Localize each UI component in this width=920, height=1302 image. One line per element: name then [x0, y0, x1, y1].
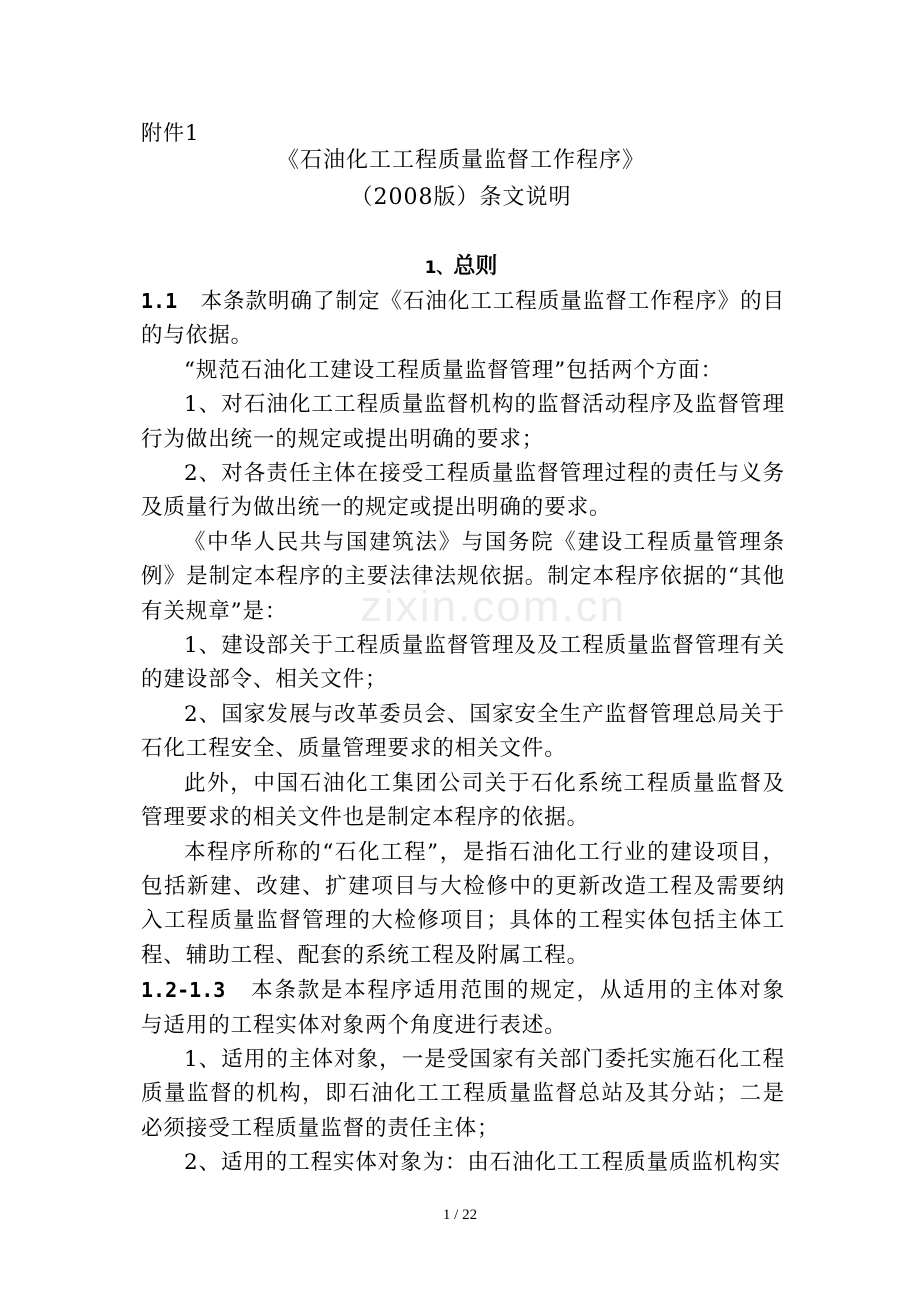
document-title: 《石油化工工程质量监督工作程序》 [276, 148, 645, 173]
section-heading [141, 252, 781, 283]
paragraph: 《中华人民共与国建筑法》与国务院《建设工程质量管理条例》是制定本程序的主要法律法规依据。制定本程序依据的“其他有关规章”是： [141, 529, 785, 624]
watermark: zixin.com.cn [360, 582, 627, 631]
document-subtitle: （2008版）条文说明 [350, 185, 572, 210]
paragraph: 2、适用的工程实体对象为：由石油化工工程质量质监机构实 [184, 1150, 781, 1176]
clause-text: 本条款明确了制定《石油化工工程质量监督工作程序》的目的与依据。 [141, 289, 786, 349]
attachment-label: 附件1 [141, 121, 200, 145]
paragraph: 1、对石油化工工程质量监督机构的监督活动程序及监督管理行为做出统一的规定或提出明确的要求； [141, 392, 785, 452]
document-body [141, 284, 785, 1181]
clause-1-2-1-3 [141, 973, 785, 1043]
paragraph: 本程序所称的“石化工程”，是指石油化工行业的建设项目，包括新建、改建、扩建项目与大检修中的更新改造工程及需要纳入工程质量监督管理的大检修项目；具体的工程实体包括主体工程、辅助工程、配套的系统工程及附属工程。 [141, 839, 785, 968]
section-title: 总则 [453, 254, 498, 279]
paragraph: “规范石油化工建设工程质量监督管理”包括两个方面： [184, 357, 723, 383]
paragraph: 1、建设部关于工程质量监督管理及及工程质量监督管理有关的建设部令、相关文件； [141, 633, 785, 693]
paragraph: 2、国家发展与改革委员会、国家安全生产监督管理总局关于石化工程安全、质量管理要求的相关文件。 [141, 701, 785, 762]
clause-1-1 [141, 284, 785, 354]
clause-text: 本条款是本程序适用范围的规定，从适用的主体对象与适用的工程实体对象两个角度进行表述。 [141, 978, 786, 1038]
clause-number: 1.1 [141, 289, 178, 313]
page-indicator: 1 / 22 [442, 1207, 478, 1223]
clause-number: 1.2-1.3 [141, 978, 226, 1003]
section-number: 1、 [424, 258, 454, 278]
paragraph: 2、对各责任主体在接受工程质量监督管理过程的责任与义务及质量行为做出统一的规定或提出明确的要求。 [141, 461, 785, 521]
paragraph: 1、适用的主体对象，一是受国家有关部门委托实施石化工程质量监督的机构，即石油化工工程质量监督总站及其分站；二是必须接受工程质量监督的责任主体； [141, 1046, 785, 1141]
paragraph: 此外，中国石油化工集团公司关于石化系统工程质量监督及管理要求的相关文件也是制定本程序的依据。 [141, 770, 785, 831]
